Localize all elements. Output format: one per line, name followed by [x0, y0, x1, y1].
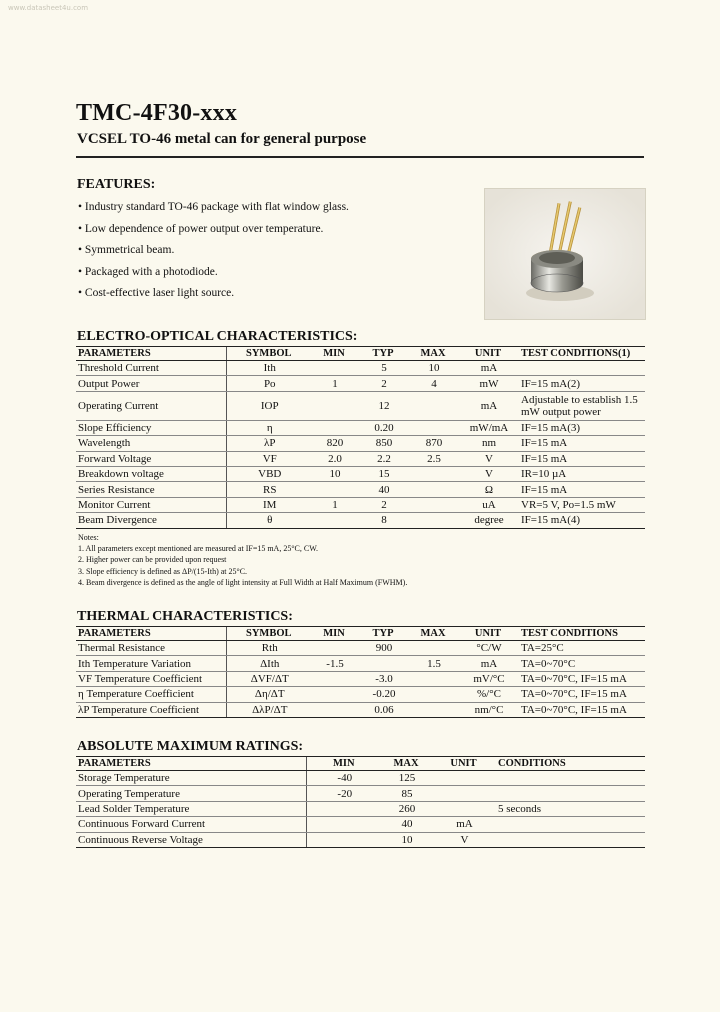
table-row — [76, 420, 645, 435]
cell: VF Temperature Coefficient — [76, 671, 226, 686]
cell: mA — [457, 391, 519, 420]
cell: 820 — [311, 436, 357, 451]
cell: Operating Current — [76, 391, 226, 420]
features-list — [78, 200, 349, 308]
cell: RS — [226, 482, 311, 497]
col-header: MIN — [311, 627, 357, 641]
cell: 125 — [381, 771, 431, 786]
eo-table — [76, 346, 645, 529]
table-row — [76, 451, 645, 466]
col-header: TYP — [357, 347, 409, 361]
cell: TA=0~70°C, IF=15 mA — [519, 671, 645, 686]
cell: Output Power — [76, 376, 226, 391]
cell — [311, 420, 357, 435]
cell: Wavelength — [76, 436, 226, 451]
cell — [496, 817, 645, 832]
cell — [311, 702, 357, 717]
col-header: PARAMETERS — [76, 627, 226, 641]
table-row — [76, 817, 645, 832]
cell — [409, 702, 457, 717]
cell — [311, 641, 357, 656]
cell: Adjustable to establish 1.5 mW output power — [519, 391, 645, 420]
table-row — [76, 482, 645, 497]
cell: Lead Solder Temperature — [76, 801, 306, 816]
table-row — [76, 786, 645, 801]
cell: IM — [226, 497, 311, 512]
cell: 40 — [381, 817, 431, 832]
cell: Po — [226, 376, 311, 391]
cell: 2 — [357, 497, 409, 512]
header-divider — [76, 156, 644, 158]
cell: 4 — [409, 376, 457, 391]
table-row — [76, 361, 645, 376]
cell: -20 — [306, 786, 381, 801]
col-header: SYMBOL — [226, 627, 311, 641]
cell — [311, 391, 357, 420]
cell: VBD — [226, 466, 311, 481]
cell: Threshold Current — [76, 361, 226, 376]
cell: 40 — [357, 482, 409, 497]
cell: IF=15 mA — [519, 436, 645, 451]
cell: mA — [457, 656, 519, 671]
cell: TA=0~70°C, IF=15 mA — [519, 687, 645, 702]
cell: 10 — [311, 466, 357, 481]
cell: θ — [226, 513, 311, 528]
cell: TA=0~70°C — [519, 656, 645, 671]
product-photo — [484, 188, 646, 320]
cell — [496, 832, 645, 847]
cell — [431, 771, 496, 786]
cell: Ω — [457, 482, 519, 497]
thermal-heading: THERMAL CHARACTERISTICS: — [77, 609, 293, 624]
cell — [409, 466, 457, 481]
cell: Beam Divergence — [76, 513, 226, 528]
table-row — [76, 391, 645, 420]
cell: 0.06 — [357, 702, 409, 717]
table-header-row — [76, 347, 645, 361]
cell — [306, 817, 381, 832]
cell: mA — [431, 817, 496, 832]
features-heading: FEATURES: — [77, 177, 156, 192]
cell — [409, 687, 457, 702]
cell: Δη/ΔT — [226, 687, 311, 702]
cell: TA=25°C — [519, 641, 645, 656]
cell: 1.5 — [409, 656, 457, 671]
cell: Ith — [226, 361, 311, 376]
feature-item: • Packaged with a photodiode. — [78, 265, 218, 278]
watermark: www.datasheet4u.com — [8, 4, 89, 12]
cell: 10 — [409, 361, 457, 376]
cell — [409, 420, 457, 435]
cell: Breakdown voltage — [76, 466, 226, 481]
notes — [78, 532, 407, 588]
cell: IF=15 mA(2) — [519, 376, 645, 391]
cell: ΔλP/ΔT — [226, 702, 311, 717]
cell: η Temperature Coefficient — [76, 687, 226, 702]
col-header: TEST CONDITIONS — [519, 627, 645, 641]
cell: 10 — [381, 832, 431, 847]
col-header: MIN — [311, 347, 357, 361]
cell: TA=0~70°C, IF=15 mA — [519, 702, 645, 717]
cell: V — [457, 451, 519, 466]
eo-heading: ELECTRO-OPTICAL CHARACTERISTICS: — [77, 329, 358, 344]
feature-item: • Industry standard TO-46 package with flat window glass. — [78, 201, 349, 213]
feature-item: • Low dependence of power output over temperature. — [78, 222, 324, 235]
cell: 850 — [357, 436, 409, 451]
cell: V — [431, 832, 496, 847]
cell: %/°C — [457, 687, 519, 702]
cell — [357, 656, 409, 671]
cell: mV/°C — [457, 671, 519, 686]
feature-item: • Symmetrical beam. — [78, 244, 175, 256]
cell — [311, 687, 357, 702]
table-row — [76, 376, 645, 391]
table-row — [76, 641, 645, 656]
cell: IF=15 mA(3) — [519, 420, 645, 435]
cell — [431, 801, 496, 816]
to46-package-image — [485, 189, 645, 319]
table-header-row — [76, 757, 645, 771]
cell — [311, 361, 357, 376]
cell: 1 — [311, 497, 357, 512]
abs-heading: ABSOLUTE MAXIMUM RATINGS: — [77, 739, 304, 754]
col-header: TEST CONDITIONS(1) — [519, 347, 645, 361]
notes-line: 3. Slope efficiency is defined as ΔP/(15-Ith) at 25°C. — [78, 566, 248, 576]
cell: 12 — [357, 391, 409, 420]
feature-item: • Cost-effective laser light source. — [78, 287, 235, 299]
table-row — [76, 497, 645, 512]
table-row — [76, 801, 645, 816]
col-header: PARAMETERS — [76, 347, 226, 361]
cell: mW — [457, 376, 519, 391]
cell: 900 — [357, 641, 409, 656]
col-header: UNIT — [431, 757, 496, 771]
cell — [519, 361, 645, 376]
cell — [431, 786, 496, 801]
cell: nm/°C — [457, 702, 519, 717]
cell: 2.5 — [409, 451, 457, 466]
cell — [409, 391, 457, 420]
col-header: UNIT — [457, 347, 519, 361]
table-row — [76, 702, 645, 717]
cell: uA — [457, 497, 519, 512]
table-header-row — [76, 627, 645, 641]
cell: Rth — [226, 641, 311, 656]
cell: mW/mA — [457, 420, 519, 435]
cell — [311, 513, 357, 528]
cell: IF=15 mA — [519, 451, 645, 466]
cell — [311, 482, 357, 497]
cell: 2 — [357, 376, 409, 391]
col-header: CONDITIONS — [496, 757, 645, 771]
cell: ΔVF/ΔT — [226, 671, 311, 686]
cell: Operating Temperature — [76, 786, 306, 801]
cell — [409, 513, 457, 528]
cell: -0.20 — [357, 687, 409, 702]
cell: 0.20 — [357, 420, 409, 435]
cell: 8 — [357, 513, 409, 528]
table-row — [76, 832, 645, 847]
table-row — [76, 656, 645, 671]
table-row — [76, 436, 645, 451]
abs-max-table — [76, 756, 645, 848]
col-header: SYMBOL — [226, 347, 311, 361]
cell: Forward Voltage — [76, 451, 226, 466]
cell: Thermal Resistance — [76, 641, 226, 656]
table-row — [76, 771, 645, 786]
cell — [306, 832, 381, 847]
cell: IF=15 mA(4) — [519, 513, 645, 528]
cell: mA — [457, 361, 519, 376]
cell: -1.5 — [311, 656, 357, 671]
cell — [409, 641, 457, 656]
cell: IOP — [226, 391, 311, 420]
cell: Continuous Forward Current — [76, 817, 306, 832]
cell — [306, 801, 381, 816]
table-row — [76, 466, 645, 481]
cell: °C/W — [457, 641, 519, 656]
cell: ΔIth — [226, 656, 311, 671]
cell — [409, 482, 457, 497]
cell: 1 — [311, 376, 357, 391]
cell: 15 — [357, 466, 409, 481]
notes-line: 4. Beam divergence is defined as the angle of light intensity at Full Width at Half Maximum (FWHM). — [78, 577, 408, 587]
cell: Ith Temperature Variation — [76, 656, 226, 671]
notes-line: Notes: — [78, 533, 99, 542]
col-header: UNIT — [457, 627, 519, 641]
cell: Storage Temperature — [76, 771, 306, 786]
cell: IR=10 µA — [519, 466, 645, 481]
cell — [496, 771, 645, 786]
thermal-table — [76, 626, 645, 718]
cell: VR=5 V, Po=1.5 mW — [519, 497, 645, 512]
cell: nm — [457, 436, 519, 451]
cell: η — [226, 420, 311, 435]
cell — [409, 497, 457, 512]
cell: 85 — [381, 786, 431, 801]
cell: Slope Efficiency — [76, 420, 226, 435]
table-row — [76, 687, 645, 702]
col-header: MAX — [409, 627, 457, 641]
col-header: PARAMETERS — [76, 757, 306, 771]
col-header: MIN — [306, 757, 381, 771]
col-header: MAX — [381, 757, 431, 771]
document-subtitle: VCSEL TO-46 metal can for general purpose — [77, 131, 367, 147]
cell: λP — [226, 436, 311, 451]
cell: VF — [226, 451, 311, 466]
cell: λP Temperature Coefficient — [76, 702, 226, 717]
table-row — [76, 671, 645, 686]
cell: IF=15 mA — [519, 482, 645, 497]
cell: 260 — [381, 801, 431, 816]
notes-line: 2. Higher power can be provided upon request — [78, 555, 227, 565]
cell: 2.0 — [311, 451, 357, 466]
cell — [409, 671, 457, 686]
cell: 870 — [409, 436, 457, 451]
table-row — [76, 513, 645, 528]
cell — [496, 786, 645, 801]
cell: -40 — [306, 771, 381, 786]
cell: 2.2 — [357, 451, 409, 466]
cell — [311, 671, 357, 686]
document-title: TMC-4F30-xxx — [76, 100, 238, 126]
cell: 5 — [357, 361, 409, 376]
col-header: TYP — [357, 627, 409, 641]
cell: Series Resistance — [76, 482, 226, 497]
cell: degree — [457, 513, 519, 528]
col-header: MAX — [409, 347, 457, 361]
cell: Monitor Current — [76, 497, 226, 512]
notes-line: 1. All parameters except mentioned are measured at IF=15 mA, 25°C, CW. — [78, 544, 319, 554]
cell: V — [457, 466, 519, 481]
cell: 5 seconds — [496, 801, 645, 816]
cell: Continuous Reverse Voltage — [76, 832, 306, 847]
cell: -3.0 — [357, 671, 409, 686]
